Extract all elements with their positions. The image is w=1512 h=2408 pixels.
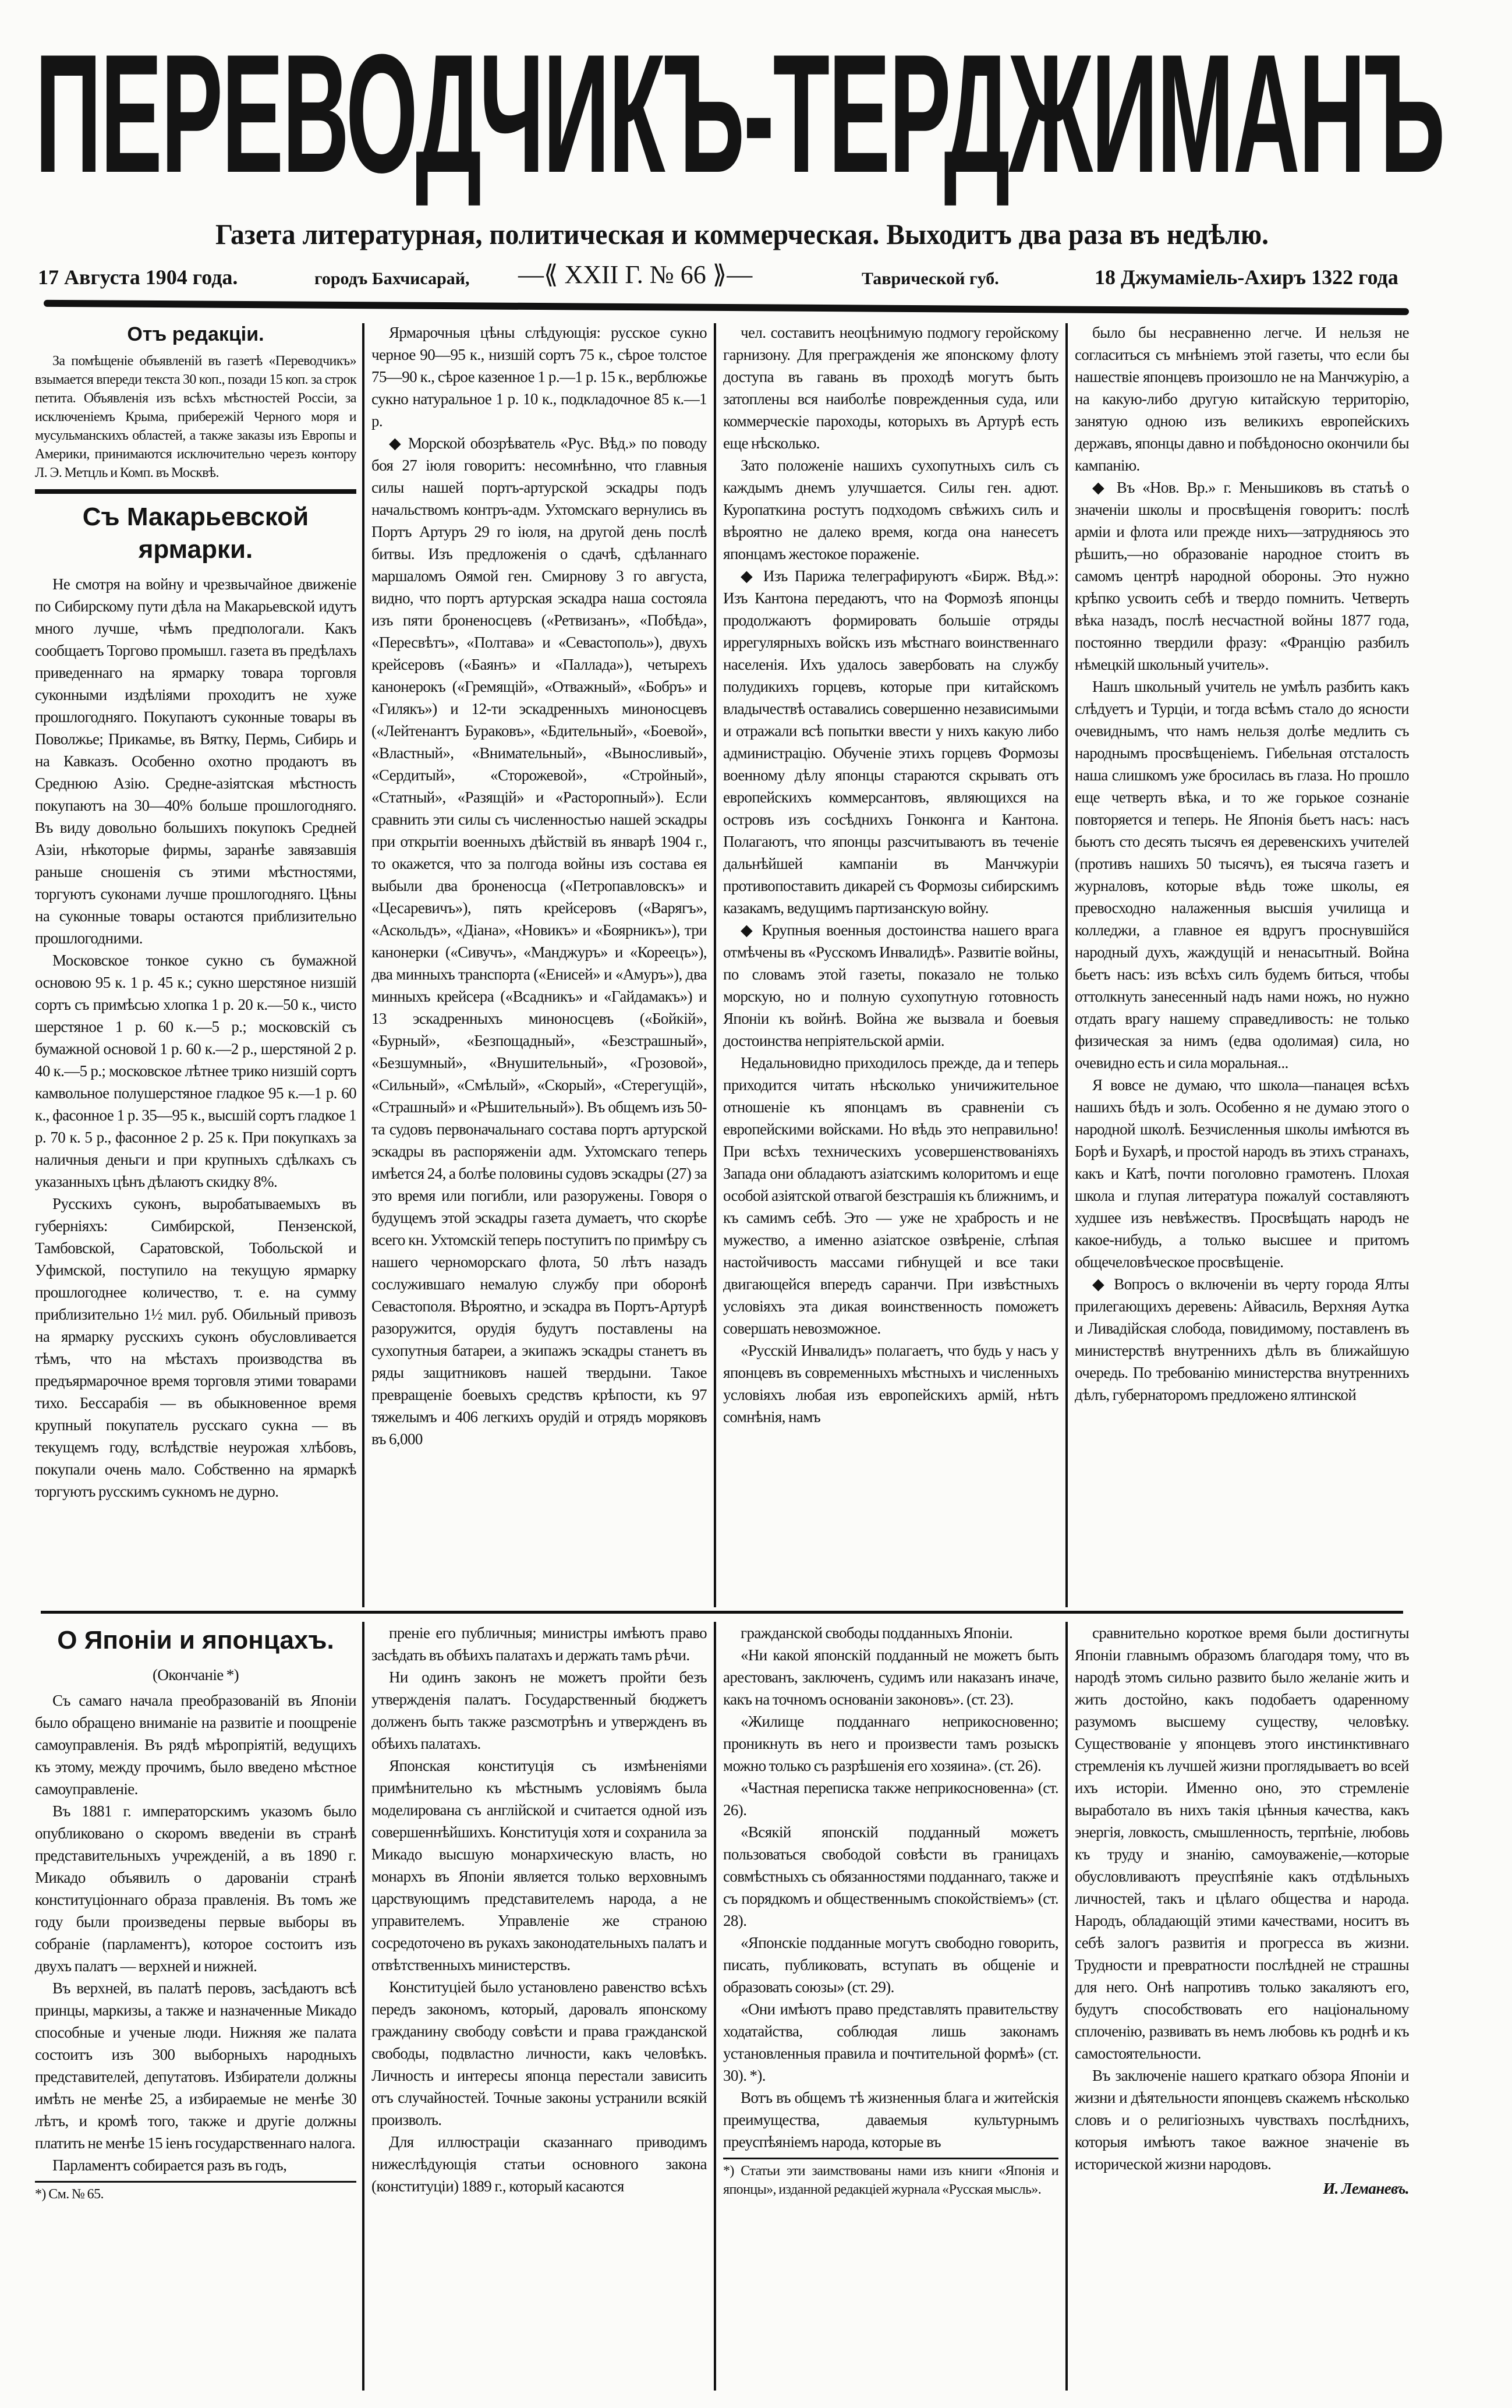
paragraph: «Русскій Инвалидъ» полагаетъ, что будь у насъ у японцевъ въ современныхъ мѣстныхъ и численныхъ условіяхъ любая изъ европейскихъ армій, нѣтъ сомнѣнія, намъ	[723, 1342, 1058, 1426]
paragraph: Ярмарочныя цѣны слѣдующія: русское сукно черное 90—95 к., низшій сортъ 75 к., сѣрое толстое 75—90 к., сѣрое казенное 1 р.—1 р. 15 к., верблюжье сукно натуральное 1 р. 10 к., подкладочное 85 к.—1 р.	[371, 324, 707, 430]
paragraph: Нашъ школьный учитель не умѣлъ разбить какъ слѣдуетъ и Турціи, и тогда всѣмъ стало до ясности очевиднымъ, что намъ нельзя долѣе медлить съ народнымъ просвѣщеніемъ. Гибельная отсталость наша слишкомъ уже бросилась въ глаза. Но прошло еще четверть вѣка, и то же горькое сознаніе повторяется и теперь. Не Японія бьетъ насъ: насъ бьютъ сто десять тысячъ ея деревенскихъ учителей (противъ нашихъ 50 тысячъ), ея тысяча газетъ и журналовъ, которые вѣдь тоже школы, ея превосходно налаженныя высшія училища и колледжи, а главное ея вдругъ проснувшійся народный духъ, жаждущій и ненасытный. Война бьетъ насъ: изъ всѣхъ силъ будемъ биться, чтобы оттолкнуть занесенный надъ нами ножъ, но нужно отдать врагу нашему справедливость: не только физическая за нимъ (едва одолимая) сила, но очевидно есть и сила моральная...	[1075, 678, 1409, 1072]
paragraph: «Частная переписка также неприкосновенна» (ст. 26).	[723, 1779, 1058, 1819]
article-subheading: (Окончаніе *)	[152, 1666, 239, 1684]
paragraph: было бы несравненно легче. И нельзя не согласиться съ мнѣніемъ этой газеты, что если бы нашествіе японцевъ произошло не на Манчжурію, а на какую-либо другую китайскую территорію, занятую одною изъ великихъ европейскихъ державъ, японцы давно и побѣдоносно окончили бы кампанію.	[1075, 324, 1409, 474]
paragraph: «Они имѣютъ право представлять правительству ходатайства, соблюдая лишь законамъ установленныя правила и почтительной формѣ» (ст. 30). *).	[723, 2000, 1058, 2084]
paragraph: «Всякій японскій подданный можетъ пользоваться свободой совѣсти въ границахъ совмѣстныхъ съ обязанностями подданнаго, также и съ порядкомъ и общественнымъ спокойствіемъ» (ст. 28).	[723, 1823, 1058, 1929]
article-heading: О Японіи и японцахъ.	[57, 1626, 334, 1654]
fair-heading: Съ Макарьевской ярмарки.	[82, 503, 309, 564]
top-column-4	[1075, 321, 1409, 1406]
paragraph: Въ верхней, въ палатѣ перовъ, засѣдаютъ всѣ принцы, маркизы, а также и назначенные Микадо способные и ученые люди. Нижняя же палата состоитъ изъ 300 выборныхъ народныхъ представителей, депутатовъ. Избиратели должны имѣть не менѣе 25, а избираемые не менѣе 30 лѣтъ, и кромѣ того, также и другіе должны платить не менѣе 15 іенъ государственнаго налога.	[35, 1979, 356, 2152]
paragraph: Вотъ въ общемъ тѣ жизненныя блага и житейскія преимущества, даваемыя культурнымъ преуспѣяніемъ народа, которые въ	[723, 2089, 1058, 2151]
masthead-rule	[44, 300, 1409, 315]
bottom-column-4	[1075, 1622, 1409, 2200]
paragraph: Въ заключеніе нашего краткаго обзора Японіи и жизни и дѣятельности японцевъ скажемъ нѣсколько словъ и о религіозныхъ чувствахъ послѣднихъ, которыя имѣютъ такое важное значеніе въ исторической жизни народовъ.	[1075, 2067, 1409, 2173]
paragraph: ◆ Вопросъ о включеніи въ черту города Ялты прилегающихъ деревень: Айвасиль, Верхняя Аутка и Ливадійская слобода, повидимому, поставленъ въ министерствѣ внутреннихъ дѣлъ въ ближайшую очередь. По требованію министерства внутреннихъ дѣлъ, губернаторомъ предложено ялтинской	[1075, 1275, 1409, 1403]
paragraph: Японская конституція съ измѣненіями примѣнительно къ мѣстнымъ условіямъ была моделирована съ англійской и считается одной изъ совершеннѣйшихъ. Конституція хотя и сохранила за Микадо высшую монархическую власть, но монархъ въ Японіи является только верховнымъ царствующимъ представителемъ народа, а не управителемъ. Управленіе же страною сосредоточено въ рукахъ законодательныхъ палатъ и отвѣтственныхъ министерствъ.	[371, 1757, 707, 1974]
bottom-column-1	[35, 1622, 356, 2204]
paragraph: Съ самаго начала преобразованій въ Японіи было обращено вниманіе на развитіе и поощреніе самоуправленія. Въ рядѣ мѣропріятій, ведущихъ къ этому, между прочимъ, было введено мѣстное самоуправленіе.	[35, 1692, 356, 1798]
paragraph: Конституціей было установлено равенство всѣхъ передъ закономъ, который, даровалъ японскому гражданину свободу совѣсти и права гражданской свободы, подвластно личности, какъ человѣкъ. Личность и интересы японца перестали зависить отъ случайностей. Точные законы устранили всякій произволъ.	[371, 1978, 707, 2128]
bottom-column-2	[371, 1622, 707, 2197]
top-column-2	[371, 321, 707, 1450]
section-divider	[41, 1611, 1403, 1614]
issue-number: —⟪ XXII Г. № 66 ⟫—	[518, 260, 753, 289]
paragraph: ◆ Морской обозрѣватель «Рус. Вѣд.» по поводу боя 27 іюля говоритъ: несомнѣнно, что главныя силы нашей портъ-артурской эскадры подъ начальствомъ контръ-адм. Ухтомскаго вернулись въ Портъ Артуръ 29 го іюля, на другой день послѣ битвы. Изъ предложенія о сдачѣ, сдѣланнаго маршаломъ Оямой ген. Смирнову 3 го августа, видно, что портъ артурская эскадра наша состояла изъ пяти броненосцевъ («Ретвизанъ», «Побѣда», «Пересвѣтъ», «Полтава» и «Севастополь»), двухъ крейсеровъ («Баянъ» и «Паллада»), четырехъ канонерокъ («Гремящій», «Отважный», «Бобръ» и «Гилякъ») и 12-ти эскадренныхъ миноносцевъ («Лейтенантъ Бураковъ», «Бдительный», «Боевой», «Властный», «Внимательный», «Выносливый», «Сердитый», «Сторожевой», «Стройный», «Статный», «Разящій» и «Расторопный»). Если сравнить эти силы съ численностью нашей эскадры при открытіи военныхъ дѣйствій въ январѣ 1904 г., то окажется, что за полгода войны изъ состава ея выбыли два броненосца («Петропавловскъ» и «Цесаревичъ»), пять крейсеровъ («Варягъ», «Аскольдъ», «Діана», «Новикъ» и «Боярникъ»), три канонерки («Сивучъ», «Манджуръ» и «Кореецъ»), два минныхъ транспорта («Енисей» и «Амуръ»), два минныхъ крейсера («Всадникъ» и «Гайдамакъ») и 13 эскадренныхъ миноносцевъ («Бойкій», «Бурный», «Безпощадный», «Безстрашный», «Безшумный», «Внушительный», «Грозовой», «Сильный», «Смѣлый», «Скорый», «Стерегущій», «Страшный» и «Рѣшительный»). Въ общемъ изъ 50-та судовъ первоначальнаго состава портъ артурской эскадры въ распоряженіи адм. Ухтомскаго теперь имѣется 24, а болѣе половины судовъ эскадры (27) за это время или погибли, или разоружены. Говоря о будущемъ этой эскадры газета думаетъ, что скорѣе всего кн. Ухтомскій теперь поступитъ по примѣру съ нашего черноморскаго флота, 50 лѣтъ назадъ сослужившаго немалую службу при оборонѣ Севастополя. Вѣроятно, и эскадра въ Портъ-Артурѣ разоружится, орудія будутъ поставлены на сухопутныя батареи, а экипажъ эскадры станетъ въ ряды защитниковъ нашей твердыни. Такое превращеніе боевыхъ средствъ крѣпости, къ 97 тяжелымъ и 406 легкихъ орудій и отрядъ моряковъ въ 6,000	[371, 434, 707, 1448]
paragraph: Зато положеніе нашихъ сухопутныхъ силъ съ каждымъ днемъ улучшается. Силы ген. адют. Куропаткина ростутъ подходомъ свѣжихъ силъ и вѣроятно не далеко время, когда она нанесетъ японцамъ жестокое пораженіе.	[723, 457, 1058, 563]
newspaper-subtitle: Газета литературная, политическая и коммерческая. Выходитъ два раза въ недѣлю.	[215, 218, 1269, 250]
paragraph: ◆ Изъ Парижа телеграфируютъ «Бирж. Вѣд.»: Изъ Кантона передаютъ, что на Формозѣ японцы продолжаютъ формировать большіе отряды иррегулярныхъ войскъ изъ мѣстнаго воинственнаго населенія. Ихъ удалось завербовать на службу полудикихъ горцевъ, которые при китайскомъ владычествѣ оставались совершенно независимыми и отражали всѣ попытки ввести у нихъ какую либо администрацію. Обученіе этихъ горцевъ Формозы военному дѣлу японцы стараются скрывать отъ европейскихъ коммерсантовъ, являющихся на островъ изъ сосѣднихъ Гонконга и Кантона. Полагаютъ, что японцы разсчитываютъ въ теченіе дальнѣйшей кампаніи въ Манчжуріи противопоставить дикарей съ Формозы сибирскимъ казакамъ, ведущимъ партизанскую войну.	[723, 567, 1058, 917]
paragraph: ◆ Въ «Нов. Вр.» г. Меньшиковъ въ статьѣ о значеніи школы и просвѣщенія говоритъ: послѣ арміи и флота или прежде нихъ—затрудняюсь это рѣшить,—но образованіе народное стоитъ въ самомъ центрѣ народной обороны. Это нужно крѣпко усвоить себѣ и твердо помнить. Четверть вѣка назадъ, послѣ несчастной войны 1877 года, постоянно твердили фразу: «Францію разбилъ нѣмецкій школьный учитель».	[1075, 479, 1409, 673]
paragraph: Московское тонкое сукно съ бумажной основою 95 к. 1 р. 45 к.; сукно шерстяное низшій сортъ съ примѣсью хлопка 1 р. 20 к.—50 к., чисто шерстяное 1 р. 60 к.—5 р.; московскій съ бумажной основой 1 р. 60 к.—2 р., шерстяной 2 р. 40 к.—5 р.; московское лѣтнее трико низшій сортъ камвольное полушерстяное гладкое 95 к.—1 р. 60 к., фасонное 1 р. 35—95 к., высшій сортъ гладкое 1 р. 70 к. 5 р., фасонное 2 р. 25 к. При покупкахъ за наличныя деньги и при крупныхъ сдѣлкахъ съ указанныхъ цѣнъ дѣлаютъ скидку 8%.	[35, 952, 356, 1190]
issue-date: 17 Августа 1904 года.	[38, 266, 238, 289]
paragraph: Для иллюстраціи сказаннаго приводимъ нижеслѣдующія статьи основного закона (конституціи) 1889 г., который касаются	[371, 2133, 707, 2195]
column-divider	[714, 323, 716, 1607]
top-column-1	[35, 321, 356, 1502]
top-column-3	[723, 321, 1058, 1428]
paragraph: «Ни какой японскій подданный не можетъ быть арестованъ, заключенъ, судимъ или наказанъ иначе, какъ на точномъ основаніи законовъ». (ст. 23).	[723, 1646, 1058, 1708]
bottom-column-3	[723, 1622, 1058, 2199]
paragraph: Парламентъ собирается разъ въ годъ,	[52, 2156, 287, 2174]
paragraph: «Жилище подданнаго неприкосновенно; проникнуть въ него и произвести тамъ розыскъ можно только съ разрѣшенія его хозяина». (ст. 26).	[723, 1713, 1058, 1774]
column-divider	[362, 1622, 364, 2391]
author-signature: И. Леманевъ.	[1323, 2180, 1409, 2197]
column-divider	[1065, 1622, 1068, 2391]
issue-hijri-date: 18 Джумаміель-Ахиръ 1322 года	[1095, 266, 1398, 289]
paragraph: Въ 1881 г. императорскимъ указомъ было опубликовано о скоромъ введеніи въ странѣ представительныхъ учрежденій, а въ 1890 г. Микадо объявилъ о дарованіи странѣ конституціоннаго образа правленія. Въ томъ же году были произведены первые выборы въ собраніе (парламентъ), которое состоитъ изъ двухъ палатъ — верхней и нижней.	[35, 1802, 356, 1975]
editorial-text: За помѣщеніе объявленій въ газетѣ «Переводчикъ» взымается впереди текста 30 коп., позади 15 коп. за строк петита. Объявленія изъ всѣхъ мѣстностей Россіи, за исключеніемъ Крыма, прибережій Черного моря и мусульманскихъ областей, а также заказы изъ Европы и Америки, принимаются исключительно черезъ контору Л. Э. Метцль и Комп. въ Москвѣ.	[35, 353, 356, 480]
paragraph: чел. составитъ неоцѣнимую подмогу геройскому гарнизону. Для прегражденія же японскому флоту доступа въ гавань въ проходѣ могутъ быть затоплены вся наиболѣе поврежденныя суда, или коммерческіе пароходы, которыхъ въ Артурѣ есть еще нѣсколько.	[723, 324, 1058, 452]
masthead	[35, 19, 1444, 208]
editorial-heading: Отъ редакціи.	[127, 323, 264, 345]
issue-city: городъ Бахчисарай,	[314, 269, 470, 288]
section-rule	[35, 489, 356, 494]
column-divider	[1065, 323, 1068, 1607]
paragraph: Ни одинъ законъ не можетъ пройти безъ утвержденія палатъ. Государственный бюджетъ долженъ быть также разсмотрѣнъ и утвержденъ въ обѣихъ палатахъ.	[371, 1668, 707, 1752]
column-divider	[714, 1622, 716, 2391]
paragraph: ◆ Крупныя военныя достоинства нашего врага отмѣчены въ «Русскомъ Инвалидѣ». Развитіе войны, по словамъ этой газеты, показало не только морскую, но и полную сухопутную готовность Японіи къ войнѣ. Война же вызвала и боевыя достоинства непріятельской арміи.	[723, 921, 1058, 1049]
newspaper-title: ПЕРЕВОДЧИКЪ-ТЕРДЖИМАНЪ	[35, 19, 1444, 208]
paragraph: Недальновидно приходилось прежде, да и теперь приходится читать нѣсколько уничижительное отношеніе къ японцамъ въ сравненіи съ европейскими войсками. Но вѣдь это неправильно! При всѣхъ техническихъ усовершенствованіяхъ Запада они обладаютъ азіатскимъ колоритомъ и еще особой азіятской отвагой безстрашія къ ближнимъ, и къ самимъ себѣ. Это — уже не храбрость и не мужество, а именно азіатское озвѣреніе, слѣпая настойчивость массами гибнущей и все таки двигающейся впередъ саранчи. При извѣстныхъ условіяхъ эта дикая воинственность поможетъ совершать невозможное.	[723, 1054, 1058, 1337]
footnote: *) Статьи эти заимствованы нами изъ книги «Японія и японцы», изданной редакціей журнала «Русская мысль».	[723, 2158, 1058, 2199]
paragraph: гражданской свободы подданныхъ Японіи.	[741, 1624, 1013, 1642]
paragraph: Не смотря на войну и чрезвычайное движеніе по Сибирскому пути дѣла на Макарьевской идутъ много лучше, чѣмъ предпологали. Какъ сообщаетъ Торгово промышл. газета въ предѣлахъ приведеннаго на ярмарку товара торговля суконными издѣліями проходитъ не хуже прошлогодняго. Покупаютъ суконные товары въ Поволжье; Прикамье, въ Вятку, Пермь, Сибирь и на Кавказъ. Особенно охотно продаютъ въ Среднюю Азію. Средне-азіятская мѣстность покупаютъ на 30—40% больше прошлогодняго. Въ виду довольно большихъ покупокъ Средней Азіи, нѣкоторые фирмы, заранѣе завязавшія раньше сношенія съ этими мѣстностями, торгуютъ суконами лучше прошлогодняго. Цѣны на суконные товары остаются приблизительно прошлогодними.	[35, 575, 356, 947]
paragraph: Я вовсе не думаю, что школа—панацея всѣхъ нашихъ бѣдъ и золъ. Особенно я не думаю этого о народной школѣ. Безчисленныя школы имѣются въ Борѣ и Бухарѣ, и простой народъ въ этихъ странахъ, какъ и Катѣ, почти поголовно грамотенъ. Плохая школа и глупая литература пожалуй составляютъ худшее изъ невѣжествъ. Просвѣщать народъ не какое-нибудь, а только высшее и притомъ общечеловѣческое просвѣщеніе.	[1075, 1076, 1409, 1271]
issue-province: Таврической губ.	[862, 269, 999, 288]
footnote: *) См. № 65.	[35, 2181, 356, 2204]
paragraph: «Японскіе подданные могутъ свободно говорить, писать, публиковать, вступать въ общеніе и образовать союзы» (ст. 29).	[723, 1934, 1058, 1996]
paragraph: Русскихъ суконъ, выробатываемыхъ въ губерніяхъ: Симбирской, Пензенской, Тамбовской, Саратовской, Тобольской и Уфимской, поступило на текущую ярмарку прошлогоднее количество, т. е. на сумму приблизительно 1½ мил. руб. Обильный привозъ на ярмарку русскихъ суконъ обусловливается тѣмъ, что на мѣстахъ производства въ предъярмарочное время торговля этими товарами тихо. Бессарабія — въ обыкновенное время крупный покупатель русскаго сукна — въ текущемъ году, вслѣдствіе неурожая хлѣбовъ, покупали очень мало. Собственно на ярмаркѣ торгуютъ русскимъ сукномъ не дурно.	[35, 1195, 356, 1500]
column-divider	[362, 323, 364, 1607]
paragraph: сравнительно короткое время были достигнуты Японіи главнымъ образомъ благодаря тому, что въ народѣ этомъ сильно развито было желаніе жить и жить достойно, какъ подобаетъ одаренному разумомъ высшему существу, человѣку. Существованіе у японцевъ этого инстинктивнаго стремленія къ лучшей жизни проглядываетъ во всей ихъ исторіи. Именно оно, это стремленіе выработало въ нихъ такія цѣнныя качества, какъ энергія, ловкость, смышленность, терпѣніе, любовь къ труду и знанію, самоуваженіе,—которые обусловливаютъ преуспѣяніе какъ отдѣльныхъ личностей, такъ и цѣлаго общества и народа. Народъ, обладающій этими качествами, носитъ въ себѣ залогъ развитія и прогресса въ жизни. Трудности и превратности послѣдней не страшны для него. Онѣ напротивъ только закаляютъ его, будутъ способствовать его національному сплоченію, развивать въ немъ любовь къ роднѣ и къ самостоятельности.	[1075, 1624, 1409, 2062]
paragraph: преніе его публичныя; министры имѣютъ право засѣдать въ обѣихъ палатахъ и держать тамъ рѣчи.	[371, 1624, 707, 1664]
